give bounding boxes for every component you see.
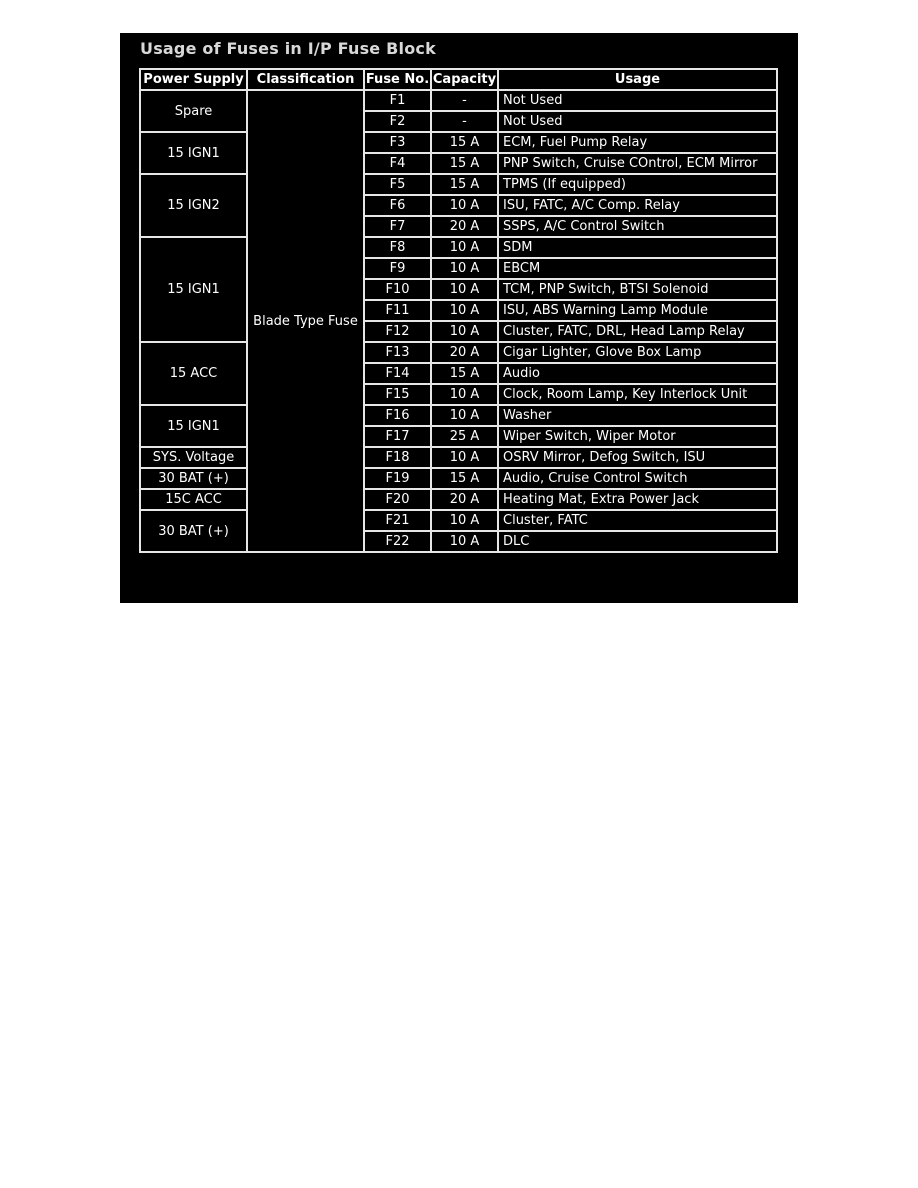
fuse-table bbox=[139, 68, 778, 553]
table-row bbox=[140, 132, 777, 153]
fuse-no-cell: F4 bbox=[364, 153, 431, 174]
usage-cell: Audio, Cruise Control Switch bbox=[498, 468, 777, 489]
fuse-no-cell: F13 bbox=[364, 342, 431, 363]
header-classification: Classification bbox=[247, 69, 364, 90]
fuse-usage-figure bbox=[120, 33, 798, 603]
capacity-cell: - bbox=[431, 111, 498, 132]
fuse-no-cell: F9 bbox=[364, 258, 431, 279]
usage-cell: OSRV Mirror, Defog Switch, ISU bbox=[498, 447, 777, 468]
fuse-no-cell: F2 bbox=[364, 111, 431, 132]
power-supply-cell: Spare bbox=[140, 90, 247, 132]
capacity-cell: 10 A bbox=[431, 279, 498, 300]
capacity-cell: 15 A bbox=[431, 132, 498, 153]
usage-cell: Not Used bbox=[498, 90, 777, 111]
capacity-cell: 15 A bbox=[431, 468, 498, 489]
usage-cell: Clock, Room Lamp, Key Interlock Unit bbox=[498, 384, 777, 405]
capacity-cell: 20 A bbox=[431, 489, 498, 510]
power-supply-cell: 15C ACC bbox=[140, 489, 247, 510]
capacity-cell: 10 A bbox=[431, 384, 498, 405]
table-row bbox=[140, 90, 777, 111]
capacity-cell: 15 A bbox=[431, 174, 498, 195]
fuse-no-cell: F3 bbox=[364, 132, 431, 153]
fuse-no-cell: F10 bbox=[364, 279, 431, 300]
usage-cell: Washer bbox=[498, 405, 777, 426]
usage-cell: Cluster, FATC bbox=[498, 510, 777, 531]
usage-cell: Cigar Lighter, Glove Box Lamp bbox=[498, 342, 777, 363]
capacity-cell: - bbox=[431, 90, 498, 111]
usage-cell: Audio bbox=[498, 363, 777, 384]
usage-cell: PNP Switch, Cruise COntrol, ECM Mirror bbox=[498, 153, 777, 174]
power-supply-cell: SYS. Voltage bbox=[140, 447, 247, 468]
capacity-cell: 25 A bbox=[431, 426, 498, 447]
usage-cell: Cluster, FATC, DRL, Head Lamp Relay bbox=[498, 321, 777, 342]
table-row bbox=[140, 489, 777, 510]
power-supply-cell: 15 IGN1 bbox=[140, 405, 247, 447]
table-header-row bbox=[140, 69, 777, 90]
capacity-cell: 10 A bbox=[431, 195, 498, 216]
capacity-cell: 10 A bbox=[431, 300, 498, 321]
usage-cell: EBCM bbox=[498, 258, 777, 279]
fuse-no-cell: F18 bbox=[364, 447, 431, 468]
usage-cell: Not Used bbox=[498, 111, 777, 132]
usage-cell: DLC bbox=[498, 531, 777, 552]
capacity-cell: 10 A bbox=[431, 405, 498, 426]
fuse-no-cell: F8 bbox=[364, 237, 431, 258]
figure-title: Usage of Fuses in I/P Fuse Block bbox=[140, 39, 436, 58]
power-supply-cell: 15 IGN1 bbox=[140, 132, 247, 174]
table-row bbox=[140, 510, 777, 531]
table-row bbox=[140, 447, 777, 468]
fuse-no-cell: F20 bbox=[364, 489, 431, 510]
capacity-cell: 15 A bbox=[431, 363, 498, 384]
table-row bbox=[140, 174, 777, 195]
capacity-cell: 10 A bbox=[431, 510, 498, 531]
usage-cell: SDM bbox=[498, 237, 777, 258]
table-row bbox=[140, 342, 777, 363]
usage-cell: Wiper Switch, Wiper Motor bbox=[498, 426, 777, 447]
fuse-no-cell: F22 bbox=[364, 531, 431, 552]
capacity-cell: 20 A bbox=[431, 216, 498, 237]
header-power-supply: Power Supply bbox=[140, 69, 247, 90]
power-supply-cell: 15 IGN1 bbox=[140, 237, 247, 342]
fuse-no-cell: F12 bbox=[364, 321, 431, 342]
power-supply-cell: 30 BAT (+) bbox=[140, 468, 247, 489]
table-row bbox=[140, 468, 777, 489]
power-supply-cell: 15 ACC bbox=[140, 342, 247, 405]
table-row bbox=[140, 237, 777, 258]
table-row bbox=[140, 405, 777, 426]
fuse-table-body bbox=[140, 90, 777, 552]
usage-cell: ISU, ABS Warning Lamp Module bbox=[498, 300, 777, 321]
fuse-no-cell: F19 bbox=[364, 468, 431, 489]
fuse-no-cell: F6 bbox=[364, 195, 431, 216]
fuse-no-cell: F15 bbox=[364, 384, 431, 405]
fuse-no-cell: F16 bbox=[364, 405, 431, 426]
capacity-cell: 20 A bbox=[431, 342, 498, 363]
capacity-cell: 10 A bbox=[431, 447, 498, 468]
capacity-cell: 10 A bbox=[431, 237, 498, 258]
usage-cell: SSPS, A/C Control Switch bbox=[498, 216, 777, 237]
usage-cell: TPMS (If equipped) bbox=[498, 174, 777, 195]
header-capacity: Capacity bbox=[431, 69, 498, 90]
fuse-no-cell: F21 bbox=[364, 510, 431, 531]
capacity-cell: 15 A bbox=[431, 153, 498, 174]
header-fuse-no: Fuse No. bbox=[364, 69, 431, 90]
usage-cell: ECM, Fuel Pump Relay bbox=[498, 132, 777, 153]
usage-cell: TCM, PNP Switch, BTSI Solenoid bbox=[498, 279, 777, 300]
power-supply-cell: 30 BAT (+) bbox=[140, 510, 247, 552]
fuse-no-cell: F14 bbox=[364, 363, 431, 384]
fuse-no-cell: F17 bbox=[364, 426, 431, 447]
classification-cell: Blade Type Fuse bbox=[247, 90, 364, 552]
usage-cell: ISU, FATC, A/C Comp. Relay bbox=[498, 195, 777, 216]
fuse-no-cell: F7 bbox=[364, 216, 431, 237]
fuse-no-cell: F1 bbox=[364, 90, 431, 111]
fuse-no-cell: F11 bbox=[364, 300, 431, 321]
header-usage: Usage bbox=[498, 69, 777, 90]
power-supply-cell: 15 IGN2 bbox=[140, 174, 247, 237]
usage-cell: Heating Mat, Extra Power Jack bbox=[498, 489, 777, 510]
capacity-cell: 10 A bbox=[431, 258, 498, 279]
capacity-cell: 10 A bbox=[431, 531, 498, 552]
fuse-no-cell: F5 bbox=[364, 174, 431, 195]
capacity-cell: 10 A bbox=[431, 321, 498, 342]
